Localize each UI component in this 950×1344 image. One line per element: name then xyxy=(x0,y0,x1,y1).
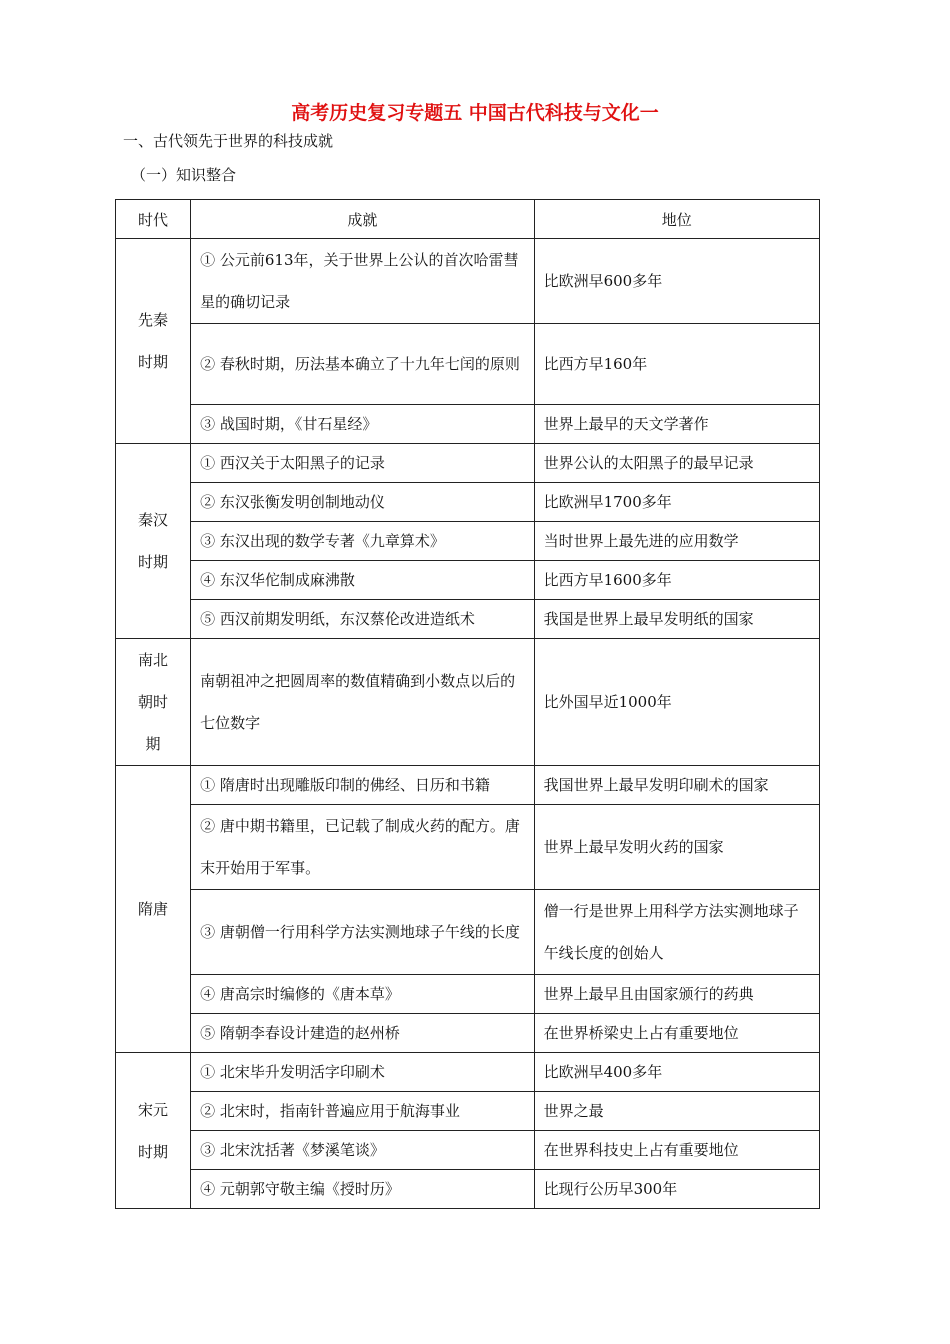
table-row xyxy=(116,766,820,805)
achievement-cell: ① 隋唐时出现雕版印制的佛经、日历和书籍 xyxy=(191,766,534,805)
table-row xyxy=(116,561,820,600)
significance-cell: 在世界桥梁史上占有重要地位 xyxy=(534,1014,819,1053)
achievement-cell: ③ 唐朝僧一行用科学方法实测地球子午线的长度 xyxy=(191,890,534,975)
achievement-cell: ② 北宋时，指南针普遍应用于航海事业 xyxy=(191,1092,534,1131)
page-title: 高考历史复习专题五 中国古代科技与文化一 xyxy=(291,102,659,124)
header-achievement: 成就 xyxy=(191,200,534,239)
significance-cell: 世界之最 xyxy=(534,1092,819,1131)
table-body xyxy=(116,239,820,1209)
section-heading: 一、古代领先于世界的科技成就 xyxy=(123,132,334,150)
table-row xyxy=(116,324,820,405)
achievement-cell: ③ 东汉出现的数学专著《九章算术》 xyxy=(191,522,534,561)
significance-cell: 当时世界上最先进的应用数学 xyxy=(534,522,819,561)
achievement-cell: ① 北宋毕升发明活字印刷术 xyxy=(191,1053,534,1092)
achievement-cell: ④ 唐高宗时编修的《唐本草》 xyxy=(191,975,534,1014)
header-era: 时代 xyxy=(116,200,191,239)
table-row xyxy=(116,1131,820,1170)
significance-cell: 比现行公历早300年 xyxy=(534,1170,819,1209)
significance-cell: 我国世界上最早发明印刷术的国家 xyxy=(534,766,819,805)
achievement-cell: ④ 元朝郭守敬主编《授时历》 xyxy=(191,1170,534,1209)
header-significance: 地位 xyxy=(534,200,819,239)
table-row xyxy=(116,1092,820,1131)
achievement-cell: ② 东汉张衡发明创制地动仪 xyxy=(191,483,534,522)
achievement-cell: ③ 北宋沈括著《梦溪笔谈》 xyxy=(191,1131,534,1170)
significance-cell: 我国是世界上最早发明纸的国家 xyxy=(534,600,819,639)
table-row xyxy=(116,483,820,522)
significance-cell: 比西方早160年 xyxy=(534,324,819,405)
table-row xyxy=(116,805,820,890)
significance-cell: 世界公认的太阳黑子的最早记录 xyxy=(534,444,819,483)
achievement-cell: ② 唐中期书籍里，已记载了制成火药的配方。唐末开始用于军事。 xyxy=(191,805,534,890)
achievement-cell: ② 春秋时期，历法基本确立了十九年七闰的原则 xyxy=(191,324,534,405)
subsection-heading: （一）知识整合 xyxy=(131,166,237,184)
significance-cell: 僧一行是世界上用科学方法实测地球子午线长度的创始人 xyxy=(534,890,819,975)
significance-cell: 世界上最早发明火药的国家 xyxy=(534,805,819,890)
achievement-cell: ① 西汉关于太阳黑子的记录 xyxy=(191,444,534,483)
achievement-cell: ③ 战国时期，《甘石星经》 xyxy=(191,405,534,444)
significance-cell: 在世界科技史上占有重要地位 xyxy=(534,1131,819,1170)
significance-cell: 世界上最早且由国家颁行的药典 xyxy=(534,975,819,1014)
significance-cell: 比西方早1600多年 xyxy=(534,561,819,600)
significance-cell: 比欧洲早400多年 xyxy=(534,1053,819,1092)
table-row xyxy=(116,239,820,324)
table-row xyxy=(116,1053,820,1092)
table-row xyxy=(116,975,820,1014)
table-row xyxy=(116,522,820,561)
era-cell: 先秦时期 xyxy=(116,239,191,444)
achievement-cell: ⑤ 隋朝李春设计建造的赵州桥 xyxy=(191,1014,534,1053)
table-row xyxy=(116,639,820,766)
significance-cell: 比外国早近1000年 xyxy=(534,639,819,766)
science-achievements-table xyxy=(115,199,820,1209)
table-row xyxy=(116,405,820,444)
era-cell: 南北朝时期 xyxy=(116,639,191,766)
achievement-cell: ⑤ 西汉前期发明纸，东汉蔡伦改进造纸术 xyxy=(191,600,534,639)
achievement-cell: ④ 东汉华佗制成麻沸散 xyxy=(191,561,534,600)
achievement-cell: ① 公元前613年，关于世界上公认的首次哈雷彗星的确切记录 xyxy=(191,239,534,324)
table-row xyxy=(116,600,820,639)
achievement-cell: 南朝祖冲之把圆周率的数值精确到小数点以后的七位数字 xyxy=(191,639,534,766)
significance-cell: 比欧洲早1700多年 xyxy=(534,483,819,522)
era-cell: 宋元时期 xyxy=(116,1053,191,1209)
era-cell: 秦汉时期 xyxy=(116,444,191,639)
table-row xyxy=(116,890,820,975)
significance-cell: 世界上最早的天文学著作 xyxy=(534,405,819,444)
table-row xyxy=(116,444,820,483)
significance-cell: 比欧洲早600多年 xyxy=(534,239,819,324)
table-row xyxy=(116,1170,820,1209)
table-header-row xyxy=(116,200,820,239)
table-row xyxy=(116,1014,820,1053)
era-cell: 隋唐 xyxy=(116,766,191,1053)
